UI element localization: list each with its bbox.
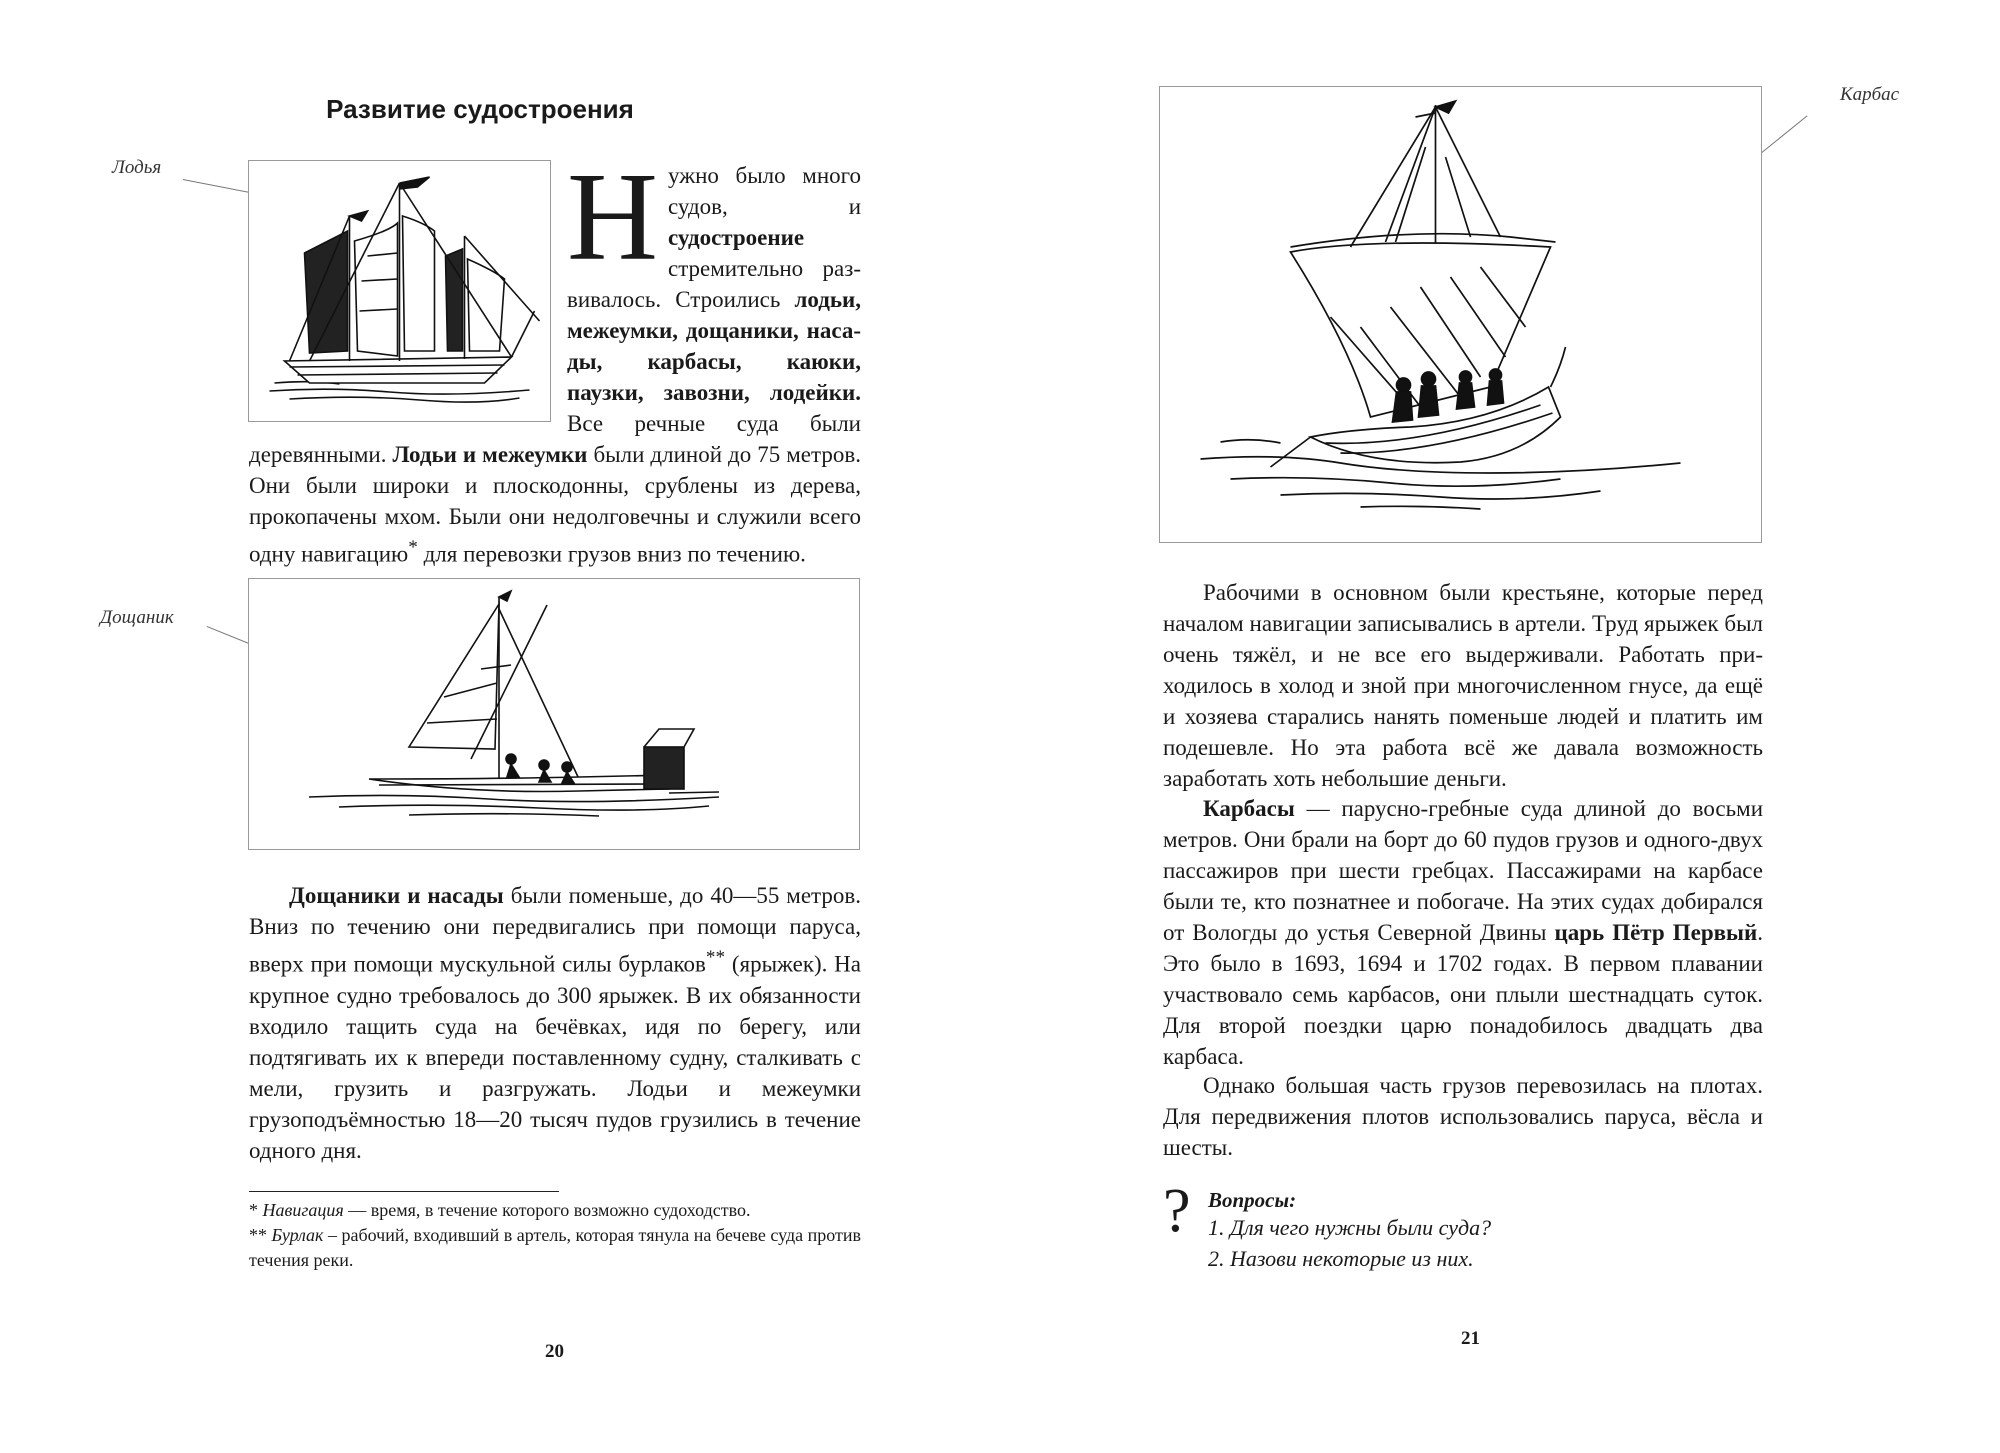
page-title: Развитие судостроения bbox=[326, 94, 634, 124]
page-number: 21 bbox=[1461, 1328, 1480, 1349]
footnote-navigation: * Навигация — время, в течение которого возможно судоходство. bbox=[249, 1200, 751, 1220]
page-number: 20 bbox=[545, 1341, 564, 1362]
river-boat-drawing bbox=[249, 579, 859, 849]
paragraph-karbasy: Карбасы — парусно-гребные суда длиной до восьми метров. Они брали на борт до 60 пудов грузов и одного-двух пассажиров при шести гребцах. Пассажирами на карбасе были те, кто познатнее и побогаче. На этих судах добирался от Вологды до устья Северной Двины царь Пётр Первый. Это было в 1693, 1694 и 1702 годах. В первом плавании участвовало семь карбасов, они плыли шестнадцать суток. Для второй поездки царю понадобилось двадцать два карбаса. bbox=[1163, 796, 1763, 1069]
paragraph-workers: Рабочими в основном были крестьяне, которые перед началом навигации записывались в артели. Труд ярыжек был очень тяжёл, и не все его выдерживали. Работать приходилось в холод и зной при многочисленном гнусе, да ещё и хозяева старались нанять поменьше людей и платить им подешевле. Но эта работа всё же давала возможность заработать хоть небольшие деньги. bbox=[1163, 580, 1763, 791]
footnote-burlak: ** Бурлак – рабочий, входивший в артель, которая тянула на бечеве суда против течения реки. bbox=[249, 1225, 862, 1270]
paragraph-doshchaniki: Дощаники и насады были поменьше, до 40—55 метров. Вниз по течению они передвигались при помощи паруса, вверх при помощи мускульной силы бурлаков** (ярыжек). На крупное судно требовалось до 300 ярыжек. В их обязанности входило тащить суда на бечёвках, идя по берегу, или подтягивать их к впереди поставленному судну, сталкивать с мели, грузить и разгружать. Лодьи и межеумки грузоподъёмностью 18—20 тысяч пудов грузились в течение одного дня. bbox=[249, 883, 861, 1163]
figure-caption-doshchanik: Дощаник bbox=[100, 607, 174, 628]
karbas-illustration bbox=[1159, 86, 1762, 543]
right-page bbox=[1000, 0, 2000, 1453]
question-item-1: 1. Для чего нужны были суда? bbox=[1208, 1215, 1492, 1240]
karbas-boat-drawing bbox=[1160, 87, 1761, 542]
footnote-ref: ** bbox=[705, 947, 726, 968]
footnote-ref: * bbox=[408, 537, 418, 558]
question-mark-icon: ? bbox=[1163, 1177, 1191, 1245]
figure-caption-karbas: Карбас bbox=[1840, 84, 1900, 105]
footnote-divider bbox=[249, 1191, 559, 1192]
figure-caption-lodya: Лодья bbox=[112, 157, 162, 178]
footnotes bbox=[249, 1198, 861, 1273]
intro-paragraph: Нужно было много судов, и судостроение стремительно развивалось. Строились лодьи, межеумки, дощаники, насады, карбасы, каюки, паузки, завозни, лодейки. Все речные суда были деревянными. Лодьи и межеумки были длиной до 75 метров. Они были широки и плоскодонны, срублены из дерева, прокопачены мхом. Были они недолговечны и служили всего одну навигацию* для перевозки грузов вниз по течению. bbox=[249, 148, 861, 567]
doshchanik-illustration bbox=[248, 578, 860, 850]
paragraph-rafts: Однако большая часть грузов перевозилась на плотах. Для передвижения плотов использовались паруса, вёсла и шесты. bbox=[1163, 1073, 1763, 1160]
drop-cap: Н bbox=[567, 148, 658, 287]
question-item-2: 2. Назови некоторые из них. bbox=[1208, 1246, 1474, 1271]
questions-title: Вопросы: bbox=[1208, 1188, 1297, 1212]
